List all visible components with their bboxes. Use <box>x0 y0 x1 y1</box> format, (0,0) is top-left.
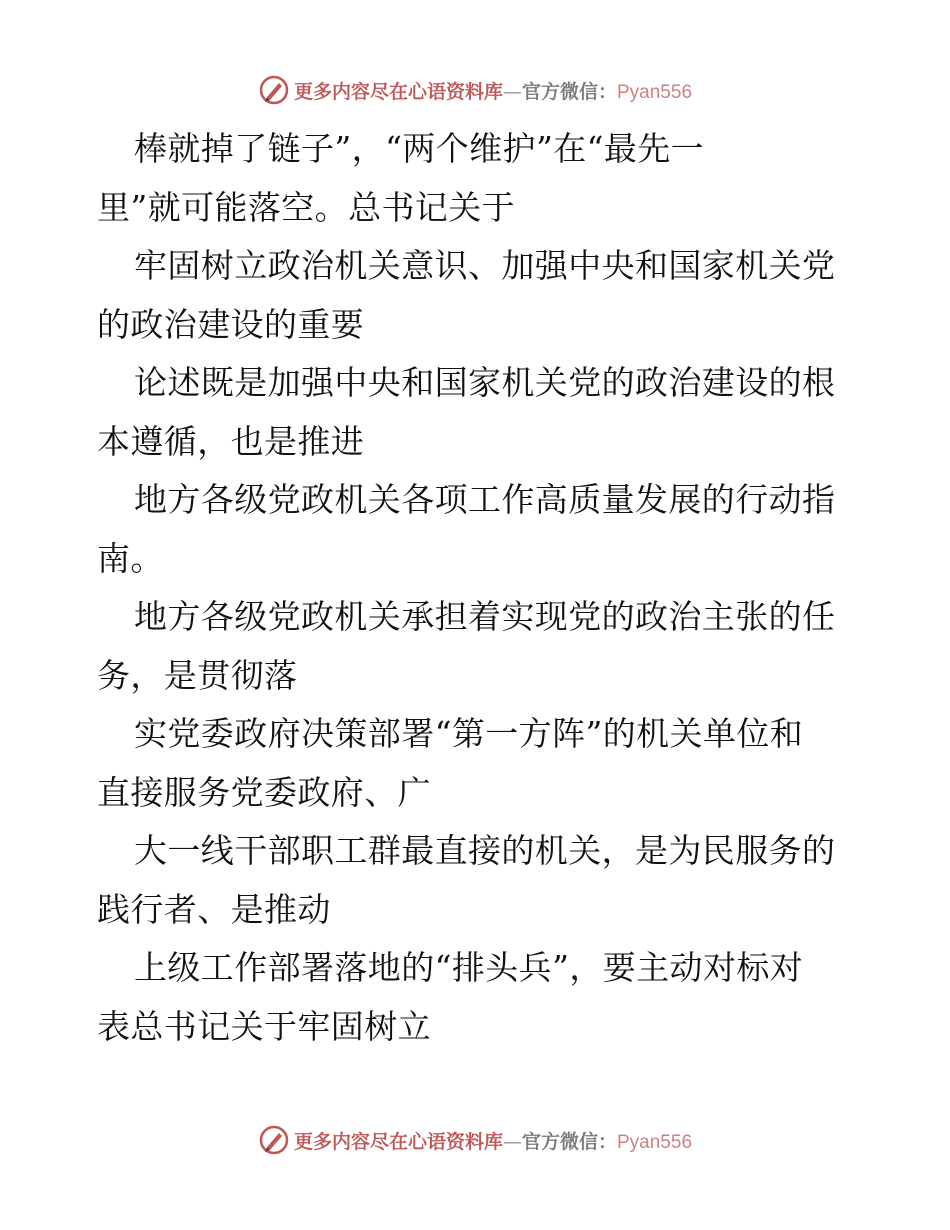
body-line: 论述既是加强中央和国家机关党的政治建设的根 <box>134 363 836 402</box>
header-banner <box>0 70 950 110</box>
body-line: 里”就可能落空。总书记关于 <box>97 187 516 227</box>
header-banner-label: 官方微信： <box>521 80 617 103</box>
footer-banner-id: Pyan556 <box>617 1131 693 1153</box>
body-line: 的政治建设的重要 <box>97 304 365 344</box>
body-line: 地方各级党政机关各项工作高质量发展的行动指 <box>134 480 836 519</box>
body-line: 直接服务党委政府、广 <box>97 772 431 812</box>
footer-banner-text <box>294 1127 692 1154</box>
body-line: 践行者、是推动 <box>97 889 331 929</box>
header-banner-text <box>294 77 692 104</box>
body-line: 地方各级党政机关承担着实现党的政治主张的任 <box>134 597 836 636</box>
header-banner-prefix: 更多内容尽在心语资料库 <box>293 80 503 103</box>
body-line: 表总书记关于牢固树立 <box>97 1006 431 1046</box>
document-body <box>97 120 857 1056</box>
footer-banner-label: 官方微信： <box>521 1130 617 1153</box>
header-banner-dash: — <box>502 80 522 103</box>
body-line: 牢固树立政治机关意识、加强中央和国家机关党 <box>134 246 836 285</box>
pen-logo-icon <box>258 74 290 106</box>
footer-banner-prefix: 更多内容尽在心语资料库 <box>293 1130 503 1153</box>
pen-logo-icon <box>258 1124 290 1156</box>
body-line: 南。 <box>97 538 164 578</box>
header-banner-id: Pyan556 <box>617 81 693 103</box>
footer-banner-dash: — <box>502 1130 522 1153</box>
body-line: 上级工作部署落地的“排头兵”，要主动对标对 <box>134 948 804 987</box>
body-line: 大一线干部职工群最直接的机关，是为民服务的 <box>134 831 836 870</box>
body-line: 棒就掉了链子”，“两个维护”在“最先一 <box>134 129 705 168</box>
body-line: 务，是贯彻落 <box>97 655 298 695</box>
body-line: 实党委政府决策部署“第一方阵”的机关单位和 <box>134 714 804 753</box>
body-line: 本遵循，也是推进 <box>97 421 365 461</box>
footer-banner <box>0 1120 950 1160</box>
